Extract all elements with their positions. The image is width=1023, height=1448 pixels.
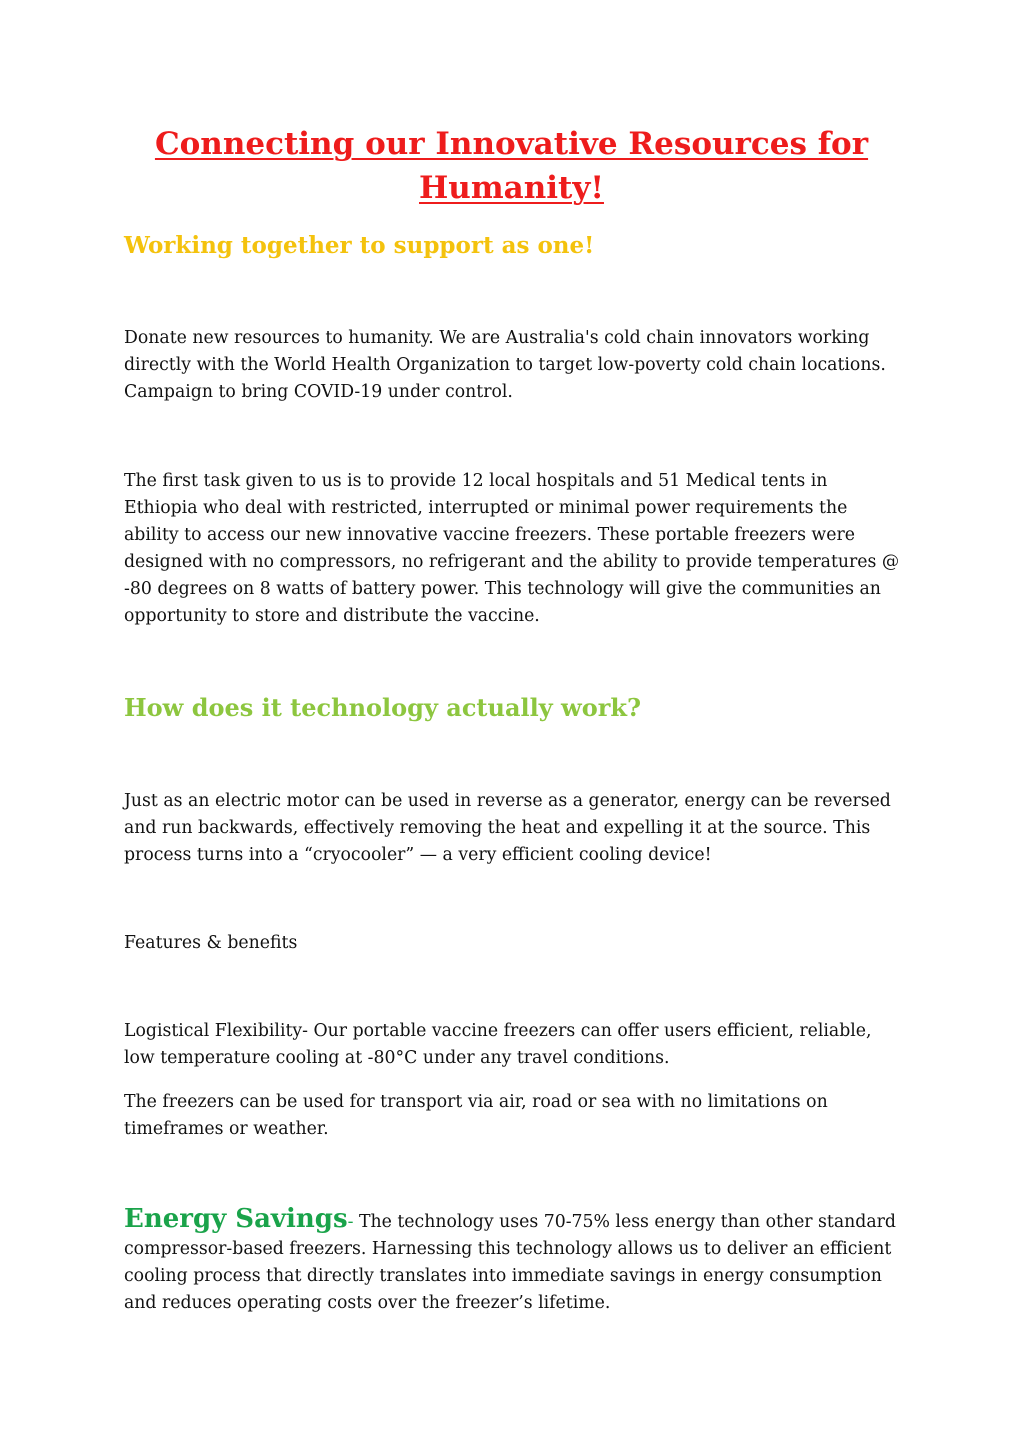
intro-paragraph: Donate new resources to humanity. We are Australia's cold chain innovators working directly with the World Health Organization to target low-poverty cold chain locations. Campaign to bring COVID-19 under control.	[124, 328, 886, 402]
document-subtitle: Working together to support as one!	[124, 232, 595, 259]
energy-savings-paragraph	[124, 1206, 904, 1317]
energy-savings-text: The technology uses 70-75% less energy than other standard compressor-based freezers. Harnessing this technology allows us to deliver an efficient cooling process that directly translates into immediate savings in energy consumption and reduces operating costs over the freezer’s lifetime.	[124, 1212, 896, 1313]
energy-savings-heading: Energy Savings	[124, 1204, 348, 1234]
logistics-paragraph: Logistical Flexibility- Our portable vaccine freezers can offer users efficient, reliable, low temperature cooling at -80°C under any travel conditions.	[124, 1021, 872, 1068]
features-label: Features & benefits	[124, 933, 298, 953]
task-paragraph: The first task given to us is to provide 12 local hospitals and 51 Medical tents in Ethiopia who deal with restricted, interrupted or minimal power requirements the ability to access our new innovative vaccine freezers. These portable freezers were designed with no compressors, no refrigerant and the ability to provide temperatures @ -80 degrees on 8 watts of battery power. This technology will give the communities an opportunity to store and distribute the vaccine.	[124, 471, 900, 626]
how-it-works-heading: How does it technology actually work?	[124, 693, 642, 722]
how-it-works-paragraph: Just as an electric motor can be used in reverse as a generator, energy can be reversed and run backwards, effectively removing the heat and expelling it at the source. This process turns into a “cryocooler” — a very efficient cooling device!	[124, 791, 891, 865]
transport-paragraph: The freezers can be used for transport via air, road or sea with no limitations on timeframes or weather.	[124, 1092, 828, 1139]
document-title: Connecting our Innovative Resources for Humanity!	[154, 126, 869, 206]
energy-savings-dash: -	[347, 1212, 354, 1232]
